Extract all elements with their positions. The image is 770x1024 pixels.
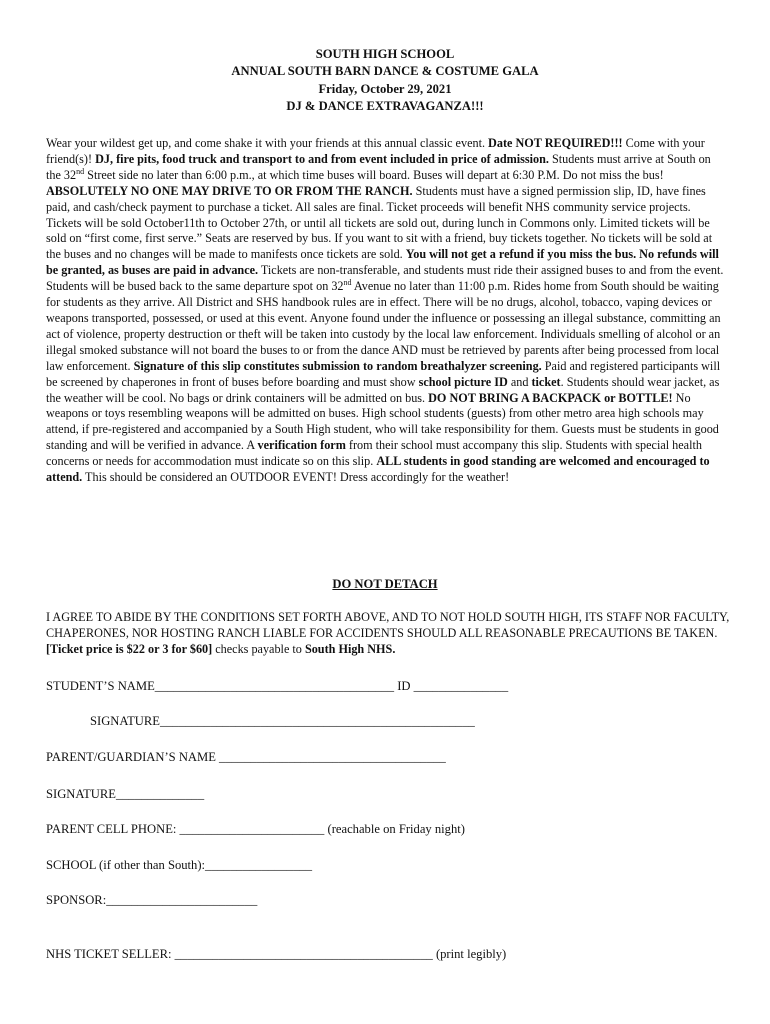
parent-signature-field[interactable]: SIGNATURE______________ (46, 787, 205, 801)
emphasis: Signature of this slip constitutes submission to random breathalyzer screening. (133, 358, 542, 373)
detach-heading: DO NOT DETACH (332, 577, 438, 591)
sponsor-field[interactable]: SPONSOR:________________________ (46, 893, 258, 907)
student-name-field[interactable]: STUDENT’S NAME______________________________________ ID _______________ (46, 679, 509, 693)
emphasis: DO NOT BRING A BACKPACK or BOTTLE! (428, 390, 673, 405)
parent-name-field[interactable]: PARENT/GUARDIAN’S NAME ____________________________________ (46, 750, 446, 764)
emphasis: school picture ID (418, 374, 508, 389)
document-header (0, 46, 770, 115)
school-name: SOUTH HIGH SCHOOL (315, 47, 455, 61)
ticket-price: [Ticket price is $22 or 3 for $60] (46, 641, 213, 656)
payee: South High NHS. (304, 641, 396, 656)
emphasis: verification form (257, 438, 346, 453)
event-subtitle: DJ & DANCE EXTRAVAGANZA!!! (286, 98, 484, 113)
parent-cell-phone-field[interactable]: PARENT CELL PHONE: _______________________ (reachable on Friday night) (46, 822, 465, 836)
event-title: ANNUAL SOUTH BARN DANCE & COSTUME GALA (231, 64, 539, 79)
emphasis: You will not get a refund if you miss the bus. No refunds will be granted, as buses are paid in advance. (46, 247, 719, 278)
emphasis: ABSOLUTELY NO ONE MAY DRIVE TO OR FROM THE RANCH. (46, 183, 413, 198)
school-field[interactable]: SCHOOL (if other than South):_________________ (46, 858, 313, 872)
emphasis: DJ, fire pits, food truck and transport to and from event included in price of admission. (95, 151, 549, 166)
emphasis: ticket (531, 374, 561, 389)
emphasis: ALL students in good standing are welcomed and encouraged to attend. (46, 454, 710, 485)
emphasis: Date NOT REQUIRED!!! (488, 136, 623, 150)
event-date: Friday, October 29, 2021 (318, 81, 452, 96)
student-signature-field[interactable]: SIGNATURE__________________________________________________ (90, 714, 475, 728)
agreement-statement: I AGREE TO ABIDE BY THE CONDITIONS SET FORTH ABOVE, AND TO NOT HOLD SOUTH HIGH, ITS STAFF NOR FACULTY, CHAPERONES, NOR HOSTING RANCH LIABLE FOR ACCIDENTS SHOULD ALL REASONABLE PRECAUTIONS BE TAKEN. [Ticket price is $22 or 3 for $60] checks payable to South High NHS. (46, 610, 730, 656)
event-description: Wear your wildest get up, and come shake it with your friends at this annual classic event. Date NOT REQUIRED!!! Come with your friend(s)! DJ, fire pits, food truck and transport to and from event included in price of admission. Students must arrive at South on the 32nd Street side no later than 6:00 p.m., at which time buses will board. Buses will depart at 6:30 P.M. Do not miss the bus! ABSOLUTELY NO ONE MAY DRIVE TO OR FROM THE RANCH. Students must have a signed permission slip, ID, have fines paid, and cash/check payment to purchase a ticket. All sales are final. Ticket proceeds will benefit NHS community service projects. Tickets will be sold October11th to October 27th, or until all tickets are sold out, during lunch in Commons only. Limited tickets will be sold on “first come, first serve.” Seats are reserved by bus. If you want to sit with a friend, buy tickets together. No tickets will be sold at the buses and no changes will be made to manifests once tickets are sold. You will not get a refund if you miss the bus. No refunds will be granted, as buses are paid in advance. Tickets are non-transferable, and students must ride their assigned buses to and from the event. Students will be bused back to the same departure spot on 32nd Avenue no later than 11:00 p.m. Rides home from South should be waiting for students as they arrive. All District and SHS handbook rules are in effect. There will be no drugs, alcohol, tobacco, vaping devices or weapons transported, possessed, or used at this event. Anyone found under the influence or possessing an illegal substance, committing an act of violence, property destruction or theft will be taken into custody by the local law enforcement. Individuals smelling of alcohol or an illegal smoked substance will not board the buses to or from the dance AND must be retrieved by parents after being processed from local law enforcement. Signature of this slip constitutes submission to random breathalyzer screening. Paid and registered participants will be screened by chaperones in front of buses before boarding and must show school picture ID and ticket. Students should wear jacket, as the weather will be cool. No bags or drink containers will be admitted on bus. DO NOT BRING A BACKPACK or BOTTLE! No weapons or toys resembling weapons will be admitted on buses. High school students (guests) from other metro area high schools may attend, if pre-registered and accompanied by a South High student, who will take responsibility for them. Guests must be students in good standing and will be verified in advance. A verification form from their school must accompany this slip. Students with special health concerns or needs for accommodation must indicate so on this slip. ALL students in good standing are welcomed and encouraged to attend. This should be considered an OUTDOOR EVENT! Dress accordingly for the weather! (46, 136, 724, 485)
nhs-ticket-seller-field[interactable]: NHS TICKET SELLER: _________________________________________ (print legibly) (46, 947, 507, 961)
